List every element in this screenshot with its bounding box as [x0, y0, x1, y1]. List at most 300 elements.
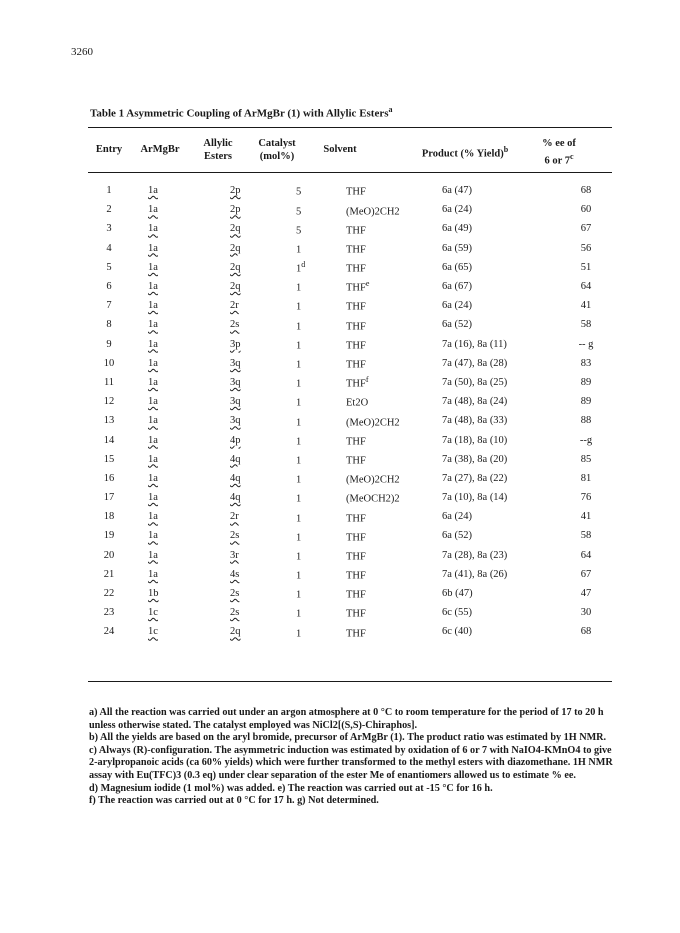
ester-cell-text: 2q	[230, 242, 241, 254]
ee-cell-text: 41	[580, 300, 592, 312]
table-row	[88, 603, 612, 622]
catalyst-cell-text: 1	[296, 340, 302, 352]
ester-cell	[226, 603, 290, 622]
product-cell	[442, 296, 560, 315]
armgbr-cell	[130, 258, 226, 277]
ester-cell-text: 2q	[230, 281, 241, 293]
product-cell-text: 7a (47), 8a (28)	[442, 357, 508, 369]
ee-cell-text: 68	[580, 626, 592, 638]
catalyst-cell-footnote-mark: d	[301, 260, 306, 270]
entry-cell	[88, 430, 130, 449]
product-cell	[442, 565, 560, 584]
product-cell	[442, 546, 560, 565]
product-cell	[442, 277, 560, 296]
product-cell	[442, 200, 560, 219]
catalyst-cell	[290, 219, 346, 238]
armgbr-cell	[130, 603, 226, 622]
ester-cell-text: 2s	[230, 607, 240, 619]
catalyst-cell-text: 1	[296, 244, 302, 256]
entry-cell	[88, 354, 130, 373]
table-row	[88, 277, 612, 296]
header-esters-line1: Allylic	[203, 138, 233, 149]
armgbr-cell-text: 1a	[148, 396, 158, 408]
armgbr-cell	[130, 392, 226, 411]
ee-cell	[560, 392, 612, 411]
catalyst-cell	[290, 181, 346, 200]
product-cell	[442, 411, 560, 430]
results-table	[88, 181, 612, 642]
product-cell-text: 7a (16), 8a (11)	[442, 338, 507, 350]
ester-cell-text: 3q	[230, 376, 241, 388]
ee-cell-text: 64	[580, 281, 592, 293]
armgbr-cell-text: 1a	[148, 319, 158, 331]
entry-cell	[88, 200, 130, 219]
solvent-cell-text: THF	[346, 513, 366, 525]
ester-cell-text: 3q	[230, 415, 241, 427]
header-catalyst-line2: (mol%)	[259, 151, 295, 162]
ester-cell	[226, 181, 290, 200]
ester-cell	[226, 373, 290, 392]
ester-cell-text: 2p	[230, 204, 241, 216]
catalyst-cell	[290, 546, 346, 565]
ee-cell	[560, 296, 612, 315]
table-row	[88, 219, 612, 238]
armgbr-cell	[130, 622, 226, 641]
ester-cell	[226, 526, 290, 545]
solvent-cell	[346, 296, 442, 315]
product-cell	[442, 373, 560, 392]
table-row	[88, 373, 612, 392]
table-row	[88, 622, 612, 641]
ester-cell-text: 2s	[230, 588, 240, 600]
solvent-cell-footnote-mark: f	[365, 375, 369, 385]
ester-cell-text: 4s	[230, 568, 240, 580]
armgbr-cell	[130, 335, 226, 354]
product-cell	[442, 335, 560, 354]
ester-cell-text: 2p	[230, 185, 241, 197]
ee-cell	[560, 219, 612, 238]
header-ee-mark: c	[569, 152, 574, 161]
entry-cell-text: 10	[103, 357, 115, 369]
catalyst-cell	[290, 430, 346, 449]
solvent-cell	[346, 392, 442, 411]
solvent-cell	[346, 200, 442, 219]
product-cell-text: 6c (55)	[442, 607, 473, 619]
solvent-cell-text: THF	[346, 436, 366, 448]
solvent-cell	[346, 450, 442, 469]
product-cell	[442, 258, 560, 277]
solvent-cell-text: THF	[346, 225, 366, 237]
armgbr-cell	[130, 450, 226, 469]
product-cell-text: 7a (50), 8a (25)	[442, 376, 508, 388]
ee-cell	[560, 239, 612, 258]
table-row	[88, 507, 612, 526]
table-row	[88, 354, 612, 373]
table-row	[88, 430, 612, 449]
ee-cell	[560, 373, 612, 392]
armgbr-cell	[130, 507, 226, 526]
ester-cell-text: 4q	[230, 472, 241, 484]
ester-cell	[226, 277, 290, 296]
catalyst-cell-text: 5	[296, 225, 302, 237]
entry-cell	[88, 258, 130, 277]
ee-cell-text: 83	[580, 357, 592, 369]
entry-cell	[88, 315, 130, 334]
solvent-cell-text: THF	[346, 455, 366, 467]
solvent-cell	[346, 469, 442, 488]
ester-cell	[226, 488, 290, 507]
caption-text: Table 1 Asymmetric Coupling of ArMgBr (1) with Allylic Esters	[90, 107, 389, 120]
product-cell	[442, 507, 560, 526]
catalyst-cell-text: 1	[296, 551, 302, 563]
solvent-cell-text: (MeOCH2)2	[346, 493, 400, 505]
catalyst-cell-text: 1	[296, 359, 302, 371]
catalyst-cell	[290, 373, 346, 392]
solvent-cell	[346, 603, 442, 622]
armgbr-cell	[130, 526, 226, 545]
ee-cell-text: 60	[580, 204, 592, 216]
catalyst-cell-text: 1	[296, 628, 302, 640]
armgbr-cell	[130, 315, 226, 334]
catalyst-cell-text: 5	[296, 186, 302, 198]
ee-cell	[560, 546, 612, 565]
entry-cell-text: 18	[103, 511, 115, 523]
ester-cell	[226, 258, 290, 277]
table-row	[88, 335, 612, 354]
ee-cell	[560, 258, 612, 277]
solvent-cell-text: THF	[346, 551, 366, 563]
entry-cell	[88, 296, 130, 315]
armgbr-cell-text: 1a	[148, 338, 158, 350]
catalyst-cell	[290, 450, 346, 469]
table-row	[88, 526, 612, 545]
ee-cell-text: 85	[580, 453, 592, 465]
catalyst-cell	[290, 335, 346, 354]
top-rule	[88, 127, 612, 128]
product-cell	[442, 430, 560, 449]
catalyst-cell	[290, 565, 346, 584]
table-row	[88, 546, 612, 565]
entry-cell	[88, 469, 130, 488]
catalyst-cell-text: 1	[296, 378, 302, 390]
catalyst-cell	[290, 622, 346, 641]
table-row	[88, 469, 612, 488]
ee-cell	[560, 450, 612, 469]
solvent-cell	[346, 277, 442, 296]
solvent-cell	[346, 488, 442, 507]
ester-cell	[226, 392, 290, 411]
armgbr-cell	[130, 488, 226, 507]
armgbr-cell	[130, 219, 226, 238]
armgbr-cell-text: 1a	[148, 204, 158, 216]
ester-cell	[226, 507, 290, 526]
ester-cell	[226, 315, 290, 334]
armgbr-cell-text: 1a	[148, 549, 158, 561]
ee-cell	[560, 277, 612, 296]
product-cell-text: 7a (41), 8a (26)	[442, 568, 508, 580]
catalyst-cell-text: 1	[296, 321, 302, 333]
ee-cell	[560, 603, 612, 622]
caption-footnote-mark: a	[388, 105, 393, 114]
catalyst-cell	[290, 392, 346, 411]
product-cell-text: 7a (18), 8a (10)	[442, 434, 508, 446]
footnote-b-c: b) All the yields are based on the aryl bromide, precursor of ArMgBr (1). The product ratio was estimated by 1H NMR. c) Always (R)-configuration. The asymmetric induction was estimated by oxidation of 6 or 7 with NaIO4-KMnO4 to give 2-arylpropanoic acids (ca 60% yields) which were further transformed to the methyl esters with diazomethane. 1H NMR assay with Eu(TFC)3 (0.3 eq) under clear separation of the ester Me of enantiomers allowed us to estimate % ee.	[89, 732, 613, 781]
product-cell-text: 6a (24)	[442, 204, 473, 216]
header-ee	[528, 137, 590, 168]
catalyst-cell	[290, 354, 346, 373]
catalyst-cell	[290, 603, 346, 622]
ester-cell-text: 2s	[230, 530, 240, 542]
armgbr-cell-text: 1a	[148, 492, 158, 504]
ee-cell-text: 58	[580, 319, 592, 331]
catalyst-cell	[290, 296, 346, 315]
armgbr-cell-text: 1a	[148, 530, 158, 542]
product-cell	[442, 181, 560, 200]
ee-cell-text: --g	[579, 434, 593, 446]
product-cell-text: 7a (48), 8a (24)	[442, 396, 508, 408]
header-solvent: Solvent	[323, 144, 357, 155]
product-cell	[442, 450, 560, 469]
catalyst-cell-text: 1	[296, 474, 302, 486]
solvent-cell	[346, 373, 442, 392]
entry-cell-text: 2	[106, 204, 112, 216]
entry-cell-text: 20	[103, 549, 115, 561]
product-cell-text: 6a (52)	[442, 530, 473, 542]
ee-cell-text: 64	[580, 549, 592, 561]
armgbr-cell-text: 1a	[148, 223, 158, 235]
catalyst-cell-text: 1	[296, 455, 302, 467]
catalyst-cell-text: 5	[296, 206, 302, 218]
entry-cell	[88, 411, 130, 430]
ester-cell-text: 2q	[230, 626, 241, 638]
ee-cell-text: 76	[580, 492, 592, 504]
armgbr-cell	[130, 565, 226, 584]
entry-cell-text: 5	[106, 261, 112, 273]
ester-cell	[226, 200, 290, 219]
ester-cell-text: 3r	[230, 549, 239, 561]
solvent-cell	[346, 315, 442, 334]
entry-cell-text: 9	[106, 338, 112, 350]
product-cell-text: 6a (67)	[442, 281, 473, 293]
entry-cell-text: 22	[103, 588, 115, 600]
solvent-cell-text: THF	[346, 244, 366, 256]
product-cell-text: 6a (47)	[442, 185, 473, 197]
product-cell	[442, 392, 560, 411]
armgbr-cell-text: 1a	[148, 434, 158, 446]
product-cell	[442, 488, 560, 507]
solvent-cell-text: (MeO)2CH2	[346, 417, 400, 429]
catalyst-cell-text: 1	[296, 263, 302, 275]
ester-cell	[226, 354, 290, 373]
ester-cell-text: 2q	[230, 223, 241, 235]
ee-cell-text: 47	[580, 588, 592, 600]
solvent-cell-footnote-mark: e	[365, 279, 370, 289]
entry-cell	[88, 219, 130, 238]
header-esters	[190, 137, 246, 163]
solvent-cell-text: THF	[346, 378, 366, 390]
entry-cell-text: 17	[103, 492, 115, 504]
solvent-cell-text: THF	[346, 263, 366, 275]
table-row	[88, 296, 612, 315]
product-cell-text: 6a (24)	[442, 511, 473, 523]
table-row	[88, 315, 612, 334]
catalyst-cell	[290, 277, 346, 296]
ester-cell-text: 3q	[230, 396, 241, 408]
entry-cell	[88, 488, 130, 507]
header-product-mark: b	[503, 145, 509, 154]
product-cell	[442, 622, 560, 641]
ester-cell-text: 2s	[230, 319, 240, 331]
armgbr-cell-text: 1c	[148, 607, 158, 619]
armgbr-cell-text: 1a	[148, 568, 158, 580]
entry-cell-text: 4	[106, 242, 112, 254]
ee-cell	[560, 584, 612, 603]
header-armgbr: ArMgBr	[140, 144, 180, 155]
ester-cell-text: 4p	[230, 434, 241, 446]
entry-cell-text: 7	[106, 300, 112, 312]
armgbr-cell	[130, 239, 226, 258]
solvent-cell-text: THF	[346, 628, 366, 640]
entry-cell-text: 15	[103, 453, 115, 465]
product-cell-text: 6a (49)	[442, 223, 473, 235]
header-rule	[88, 172, 612, 173]
solvent-cell	[346, 430, 442, 449]
entry-cell-text: 11	[103, 376, 115, 388]
ester-cell-text: 3q	[230, 357, 241, 369]
solvent-cell	[346, 507, 442, 526]
entry-cell-text: 13	[103, 415, 115, 427]
page-number: 3260	[71, 46, 93, 58]
armgbr-cell-text: 1a	[148, 300, 158, 312]
entry-cell-text: 1	[106, 185, 112, 197]
armgbr-cell	[130, 296, 226, 315]
solvent-cell	[346, 335, 442, 354]
catalyst-cell-text: 1	[296, 436, 302, 448]
entry-cell	[88, 335, 130, 354]
ester-cell	[226, 584, 290, 603]
header-catalyst	[250, 137, 304, 163]
product-cell-text: 7a (48), 8a (33)	[442, 415, 508, 427]
armgbr-cell-text: 1a	[148, 281, 158, 293]
ee-cell	[560, 335, 612, 354]
table-row	[88, 181, 612, 200]
ester-cell	[226, 622, 290, 641]
product-cell	[442, 315, 560, 334]
catalyst-cell-text: 1	[296, 513, 302, 525]
table-row	[88, 411, 612, 430]
ee-cell-text: 41	[580, 511, 592, 523]
table-row	[88, 258, 612, 277]
entry-cell	[88, 373, 130, 392]
catalyst-cell-text: 1	[296, 589, 302, 601]
entry-cell-text: 3	[106, 223, 112, 235]
solvent-cell-text: Et2O	[346, 397, 369, 409]
entry-cell	[88, 603, 130, 622]
table-row	[88, 392, 612, 411]
catalyst-cell-text: 1	[296, 608, 302, 620]
product-cell	[442, 603, 560, 622]
entry-cell	[88, 239, 130, 258]
catalyst-cell	[290, 411, 346, 430]
product-cell	[442, 526, 560, 545]
product-cell-text: 6c (40)	[442, 626, 473, 638]
product-cell-text: 7a (28), 8a (23)	[442, 549, 508, 561]
armgbr-cell	[130, 469, 226, 488]
ee-cell	[560, 411, 612, 430]
ee-cell-text: 81	[580, 472, 592, 484]
catalyst-cell-text: 1	[296, 570, 302, 582]
product-cell-text: 6a (52)	[442, 319, 473, 331]
table-row	[88, 200, 612, 219]
ee-cell	[560, 565, 612, 584]
solvent-cell-text: THF	[346, 589, 366, 601]
table-row	[88, 239, 612, 258]
ester-cell-text: 4q	[230, 453, 241, 465]
ee-cell	[560, 354, 612, 373]
ee-cell-text: 67	[580, 568, 592, 580]
armgbr-cell	[130, 411, 226, 430]
ee-cell	[560, 507, 612, 526]
footnote-d-e: d) Magnesium iodide (1 mol%) was added. e) The reaction was carried out at -15 °C for 16 h.	[89, 782, 493, 794]
catalyst-cell-text: 1	[296, 493, 302, 505]
solvent-cell-text: THF	[346, 532, 366, 544]
armgbr-cell-text: 1a	[148, 453, 158, 465]
ee-cell-text: 51	[580, 261, 592, 273]
solvent-cell	[346, 565, 442, 584]
entry-cell-text: 8	[106, 319, 112, 331]
armgbr-cell-text: 1a	[148, 261, 158, 273]
entry-cell-text: 24	[103, 626, 115, 638]
header-catalyst-line1: Catalyst	[258, 138, 296, 149]
armgbr-cell-text: 1b	[148, 588, 159, 600]
entry-cell-text: 21	[103, 568, 115, 580]
solvent-cell	[346, 526, 442, 545]
solvent-cell-text: THF	[346, 608, 366, 620]
solvent-cell-text: THF	[346, 340, 366, 352]
armgbr-cell-text: 1a	[148, 376, 158, 388]
catalyst-cell-text: 1	[296, 417, 302, 429]
ester-cell	[226, 430, 290, 449]
ester-cell-text: 2q	[230, 261, 241, 273]
ee-cell	[560, 430, 612, 449]
solvent-cell-text: THF	[346, 301, 366, 313]
header-ee-line2-text: 6 or 7	[544, 155, 570, 167]
solvent-cell	[346, 239, 442, 258]
bottom-rule	[88, 681, 612, 682]
ester-cell-text: 4q	[230, 492, 241, 504]
header-ee-line1: % ee of	[542, 138, 576, 149]
product-cell-text: 7a (27), 8a (22)	[442, 472, 508, 484]
entry-cell-text: 14	[103, 434, 115, 446]
armgbr-cell	[130, 354, 226, 373]
catalyst-cell	[290, 507, 346, 526]
solvent-cell-text: THF	[346, 359, 366, 371]
table-row	[88, 565, 612, 584]
solvent-cell	[346, 181, 442, 200]
ester-cell	[226, 565, 290, 584]
armgbr-cell-text: 1c	[148, 626, 158, 638]
ee-cell-text: 30	[580, 607, 592, 619]
header-esters-line2: Esters	[204, 151, 232, 162]
solvent-cell	[346, 546, 442, 565]
ester-cell	[226, 296, 290, 315]
armgbr-cell	[130, 277, 226, 296]
table-row	[88, 584, 612, 603]
ee-cell	[560, 622, 612, 641]
footnote-a: a) All the reaction was carried out under an argon atmosphere at 0 °C to room temperature for the period of 17 to 20 h unless otherwise stated. The catalyst employed was NiCl2[(S,S)-Chiraphos].	[89, 707, 604, 731]
solvent-cell	[346, 258, 442, 277]
armgbr-cell-text: 1a	[148, 185, 158, 197]
